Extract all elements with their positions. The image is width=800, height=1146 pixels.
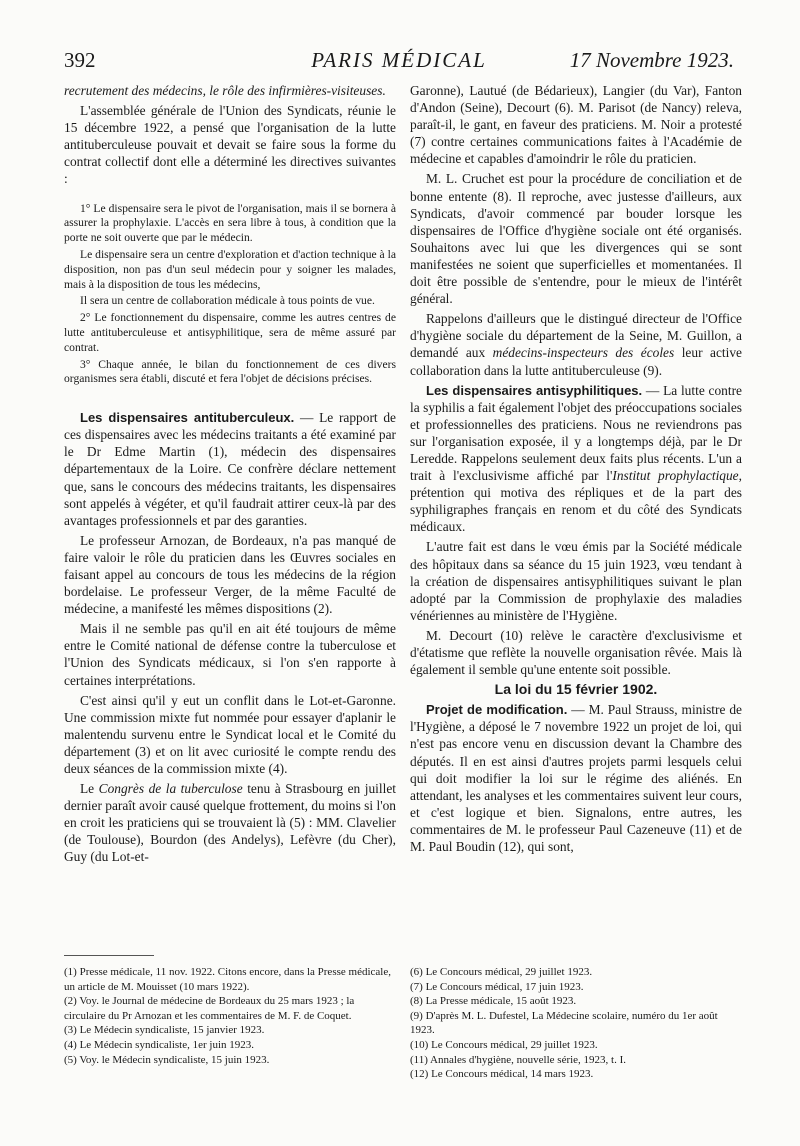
right-column: [410, 82, 742, 858]
footnote: (5) Voy. le Médecin syndicaliste, 15 juin 1923.: [64, 1053, 270, 1066]
footnotes-left: [64, 965, 396, 1067]
paragraph: Les dispensaires antituberculeux. — Le rapport de ces dispensaires avec les médecins traitants a été examiné par le Dr Edme Martin (1), médecin des dispensaires départementaux de la Loire. Ce confrère déclare nettement que, sans le concours des médecins traitants, les dispensaires sont appelés à végéter, et qu'il faudrait attirer ceux-là par des avantages professionnels et par des garanties.: [64, 410, 396, 528]
footnote: (3) Le Médecin syndicaliste, 15 janvier 1923.: [64, 1024, 265, 1037]
paragraph: C'est ainsi qu'il y eut un conflit dans le Lot-et-Garonne. Une commission mixte fut nommée pour essayer d'aplanir le malentendu survenu entre le Syndicat local et le Comité du département (3) et on lit avec curiosité le compte rendu des deux séances de la commission mixte (4).: [64, 692, 396, 776]
footnote: (7) Le Concours médical, 17 juin 1923.: [410, 980, 584, 993]
issue-date: 17 Novembre 1923.: [569, 48, 734, 72]
footnote: (11) Annales d'hygiène, nouvelle série, 1923, t. I.: [410, 1053, 627, 1066]
section-heading: La loi du 15 février 1902.: [494, 681, 658, 698]
directive-item: Il sera un centre de collaboration médicale à tous points de vue.: [80, 294, 375, 308]
directive-item: 3° Chaque année, le bilan du fonctionnement de ces divers organismes sera établi, discuté et fera l'objet de décisions précises.: [64, 357, 396, 386]
paragraph: L'assemblée générale de l'Union des Syndicats, réunie le 15 décembre 1922, a pensé que l'organisation de la lutte antituberculeuse pouvait et devait se faire sous la forme du contrat collectif dont elle a déterminé les directives suivantes :: [64, 103, 396, 187]
paragraph: M. Decourt (10) relève le caractère d'exclusivisme et d'étatisme que reflète la nouvelle organisation rêvée. Mais là également il semble qu'une entente soit possible.: [410, 627, 742, 678]
paragraph: L'autre fait est dans le vœu émis par la Société médicale des hôpitaux dans sa séance du 15 juin 1923, vœu tendant à la création de dispensaires antisyphilitiques suivant le plan adopté par la Commission de prophylaxie des maladies vénériennes au ministère de l'Hygiène.: [410, 539, 742, 623]
footnote: (2) Voy. le Journal de médecine de Bordeaux du 25 mars 1923 ; la circulaire du Pr Arnozan et les commentaires de M. F. de Coquet.: [64, 995, 355, 1022]
footnote: (9) D'après M. L. Dufestel, La Médecine scolaire, numéro du 1er août 1923.: [410, 1009, 718, 1037]
paragraph: Garonne), Lautué (de Bédarieux), Langier (du Var), Fanton d'Andon (Seine), Decourt (6). M. Parisot (de Nancy) releva, paraît-il, le gant, en faveur des praticiens. M. Noir a protesté (7) contre certaines communications faites à l'Académie de médecine et capables d'amoindrir le rôle du praticien.: [410, 83, 742, 167]
footnote: (12) Le Concours médical, 14 mars 1923.: [410, 1068, 594, 1081]
subheading: Projet de modification.: [426, 702, 568, 718]
footnote: (1) Presse médicale, 11 nov. 1922. Citons encore, dans la Presse médicale, un article de M. Mouisset (10 mars 1922).: [64, 966, 391, 993]
paragraph: Mais il ne semble pas qu'il en ait été toujours de même entre le Comité national de défense contre la tuberculose et l'Union des Syndicats médicaux, si l'on s'en rapporte à certaines interprétations.: [64, 621, 396, 688]
paragraph: Rappelons d'ailleurs que le distingué directeur de l'Office d'hygiène sociale du département de la Seine, M. Guillon, a demandé aux médecins-inspecteurs des écoles leur active collaboration dans la lutte antituberculeuse (9).: [410, 311, 742, 378]
footnote: (8) La Presse médicale, 15 août 1923.: [410, 995, 577, 1008]
paragraph: Les dispensaires antisyphilitiques. — La lutte contre la syphilis a fait également l'objet des préoccupations sociales et professionnelles des praticiens. Nous ne reviendrons pas sur l'organisation exposée, il y a longtemps déjà, par le Dr Leredde. Rappelons seulement deux faits plus récents. L'un a trait à l'exclusivisme affiché par l'Institut prophylactique, prétention qui motiva des répliques et de la part des syphiligraphes français en renom et du côté des Syndicats médicaux.: [410, 382, 742, 535]
footnote: (6) Le Concours médical, 29 juillet 1923.: [410, 966, 593, 978]
left-column: [64, 82, 396, 869]
page-number: 392: [64, 48, 96, 72]
paragraph: Le professeur Arnozan, de Bordeaux, n'a pas manqué de faire valoir le rôle du praticien dans les Œuvres sociales en faisant appel au concours de tous les médecins de la région bordelaise. Le professeur Verger, de la même Faculté de médecine, a manifesté les mêmes dispositions (2).: [64, 532, 396, 617]
paragraph: M. L. Cruchet est pour la procédure de conciliation et de bonne entente (8). Il reproche, avec justesse d'ailleurs, aux Syndicats, d'avoir commencé par bouder lorsque les dispensaires de l'Office d'hygiène sociale ont été organisés. Souhaitons avec lui que les divergences qui se sont manifestées ne soient que superficielles et momentanées. Il doit être possible de s'entendre, pour le mieux de l'intérêt général.: [410, 171, 742, 307]
paragraph: Le Congrès de la tuberculose tenu à Strasbourg en juillet dernier paraît avoir causé quelque frottement, du moins si l'on en croit les praticiens qui se trouvaient là (5) : MM. Clavelier (de Toulouse), Bourdon (des Andelys), Lefèvre (du Cher), Guy (du Lot-et-: [64, 781, 396, 865]
footnotes-right: [410, 965, 742, 1082]
subheading: Les dispensaires antisyphilitiques.: [426, 382, 643, 398]
footnote: (10) Le Concours médical, 29 juillet 1923.: [410, 1038, 598, 1051]
directive-item: 2° Le fonctionnement du dispensaire, comme les autres centres de lutte antituberculeuse et antisyphilitique, sera de même assuré par contrat.: [64, 311, 396, 354]
paragraph: Projet de modification. — M. Paul Strauss, ministre de l'Hygiène, a déposé le 7 novembre 1922 un projet de loi, qui n'est pas encore venu en discussion devant la Chambre des députés. Il en est ainsi d'autres projets parmi lesquels celui qui doit modifier la loi sur le régime des aliénés. En attendant, les analyses et les commentaires suivent leur cours, et c'est logique et bien. Signalons, entre autres, les commentaires de M. le professeur Paul Cazeneuve (11) et de M. Paul Boudin (12), qui sont,: [410, 702, 742, 855]
directives-list: [64, 202, 396, 388]
directive-item: 1° Le dispensaire sera le pivot de l'organisation, mais il se bornera à assurer la prophylaxie. L'accès en sera libre à tous, à condition que la porte ne soit ouverte que par le médecin.: [64, 201, 396, 245]
footnote-divider: [64, 955, 154, 956]
directive-item: Le dispensaire sera un centre d'exploration et d'action technique à la disposition, non pas d'un seul médecin pour y soigner les malades, mais à la disposition de tous les médecins,: [64, 247, 396, 291]
page-header: [64, 48, 734, 76]
journal-title: PARIS MÉDICAL: [311, 48, 487, 72]
paragraph: recrutement des médecins, le rôle des infirmières-visiteuses.: [64, 83, 386, 98]
footnote: (4) Le Médecin syndicaliste, 1er juin 1923.: [64, 1038, 255, 1051]
subheading: Les dispensaires antituberculeux.: [80, 410, 295, 426]
